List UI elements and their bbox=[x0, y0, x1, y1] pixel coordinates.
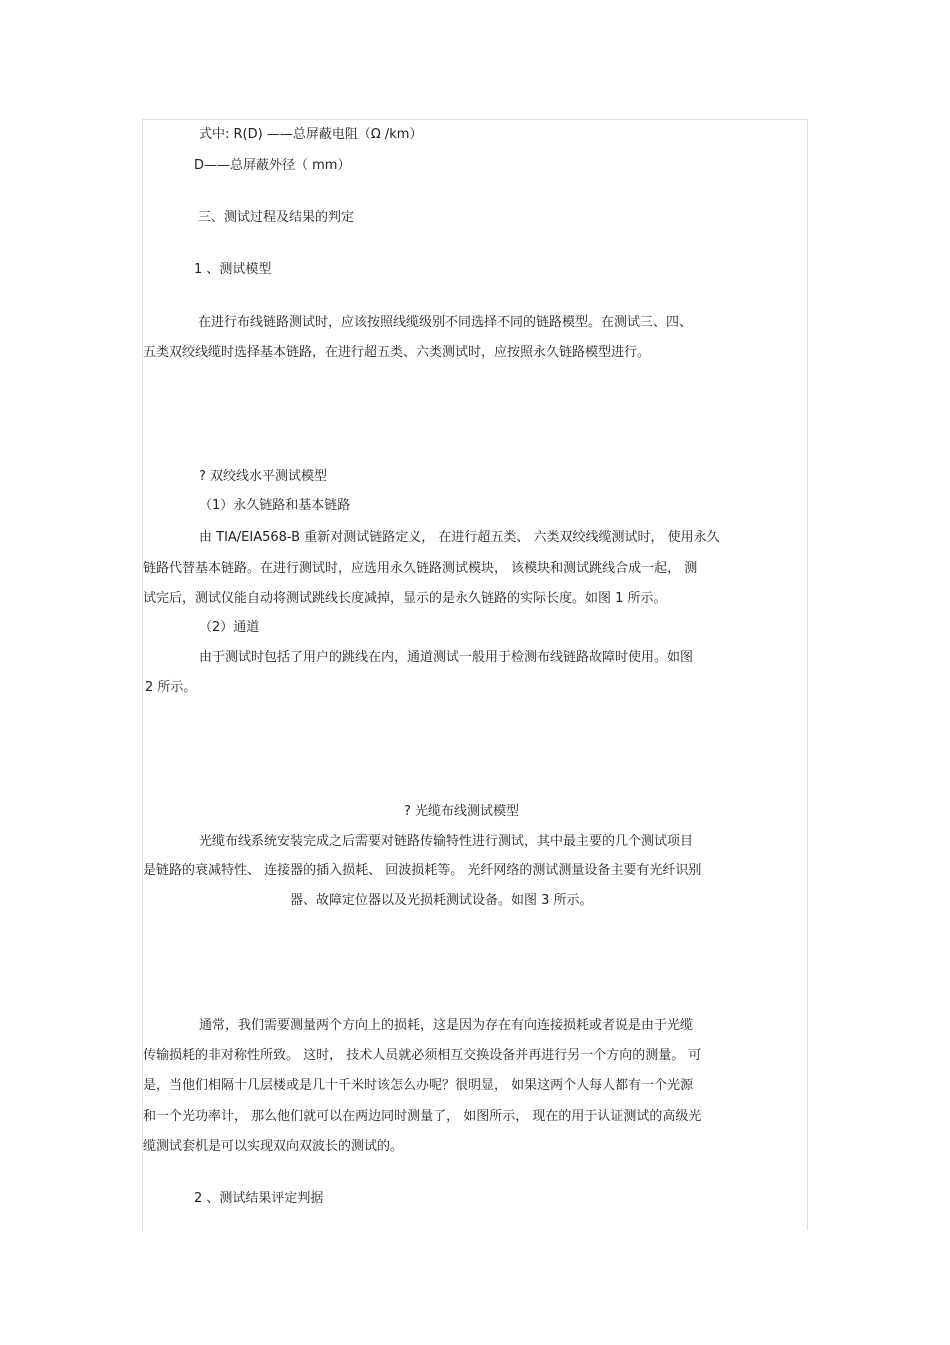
channel-heading: （2）通道 bbox=[199, 620, 260, 635]
paragraph-3-line-1: 由于测试时包括了用户的跳线在内，通道测试一般用于检测布线链路故障时使用。如图 bbox=[199, 650, 694, 665]
paragraph-1-line-2: 五类双绞线缆时选择基本链路，在进行超五类、六类测试时，应按照永久链路模型进行。 bbox=[143, 345, 651, 360]
paragraph-1-line-1: 在进行布线链路测试时，应该按照线缆级别不同选择不同的链路模型。在测试三、四、 bbox=[198, 315, 693, 330]
section-heading-3: 三、测试过程及结果的判定 bbox=[198, 210, 355, 225]
paragraph-3-line-2: 2 所示。 bbox=[145, 680, 197, 695]
paragraph-5-line-1: 通常，我们需要测量两个方向上的损耗，这是因为存在有向连接损耗或者说是由于光缆 bbox=[199, 1018, 694, 1033]
paragraph-4-line-2: 是链路的衰减特性、 连接器的插入损耗、 回波损耗等。 光纤网络的测试测量设备主要有光纤识别 bbox=[143, 863, 702, 878]
paragraph-4-line-1: 光缆布线系统安装完成之后需要对链路传输特性进行测试，其中最主要的几个测试项目 bbox=[199, 834, 694, 849]
twisted-pair-heading: ? 双绞线水平测试模型 bbox=[199, 469, 328, 484]
paragraph-5-line-4: 和一个光功率计， 那么他们就可以在两边同时测量了， 如图所示， 现在的用于认证测试的高级光 bbox=[143, 1109, 702, 1124]
subsection-heading-1: 1 、测试模型 bbox=[194, 262, 272, 277]
paragraph-2-line-1: 由 TIA/EIA568-B 重新对测试链路定义， 在进行超五类、 六类双绞线缆测试时， 使用永久 bbox=[199, 530, 720, 545]
permanent-link-heading: （1）永久链路和基本链路 bbox=[199, 498, 351, 513]
paragraph-2-line-3: 试完后，测试仪能自动将测试跳线长度减掉，显示的是永久链路的实际长度。如图 1 所示。 bbox=[143, 591, 667, 606]
formula-d-line: D——总屏蔽外径（ mm） bbox=[194, 158, 351, 173]
paragraph-5-line-3: 是，当他们相隔十几层楼或是几十千米时该怎么办呢？很明显， 如果这两个人每人都有一个光源 bbox=[143, 1078, 694, 1093]
formula-where-line: 式中: R(D) ——总屏蔽电阻（Ω /km） bbox=[199, 127, 423, 142]
paragraph-4-line-3: 器、故障定位器以及光损耗测试设备。如图 3 所示。 bbox=[290, 893, 593, 908]
paragraph-5-line-5: 缆测试套机是可以实现双向双波长的测试的。 bbox=[143, 1139, 404, 1154]
subsection-heading-2: 2 、测试结果评定判据 bbox=[194, 1191, 324, 1206]
paragraph-5-line-2: 传输损耗的非对称性所致。 这时， 技术人员就必须相互交换设备并再进行另一个方向的测量。 可 bbox=[143, 1048, 702, 1063]
paragraph-2-line-2: 链路代替基本链路。在进行测试时，应选用永久链路测试模块， 该模块和测试跳线合成一起， 测 bbox=[143, 561, 698, 576]
fiber-heading: ? 光缆布线测试模型 bbox=[404, 804, 520, 819]
